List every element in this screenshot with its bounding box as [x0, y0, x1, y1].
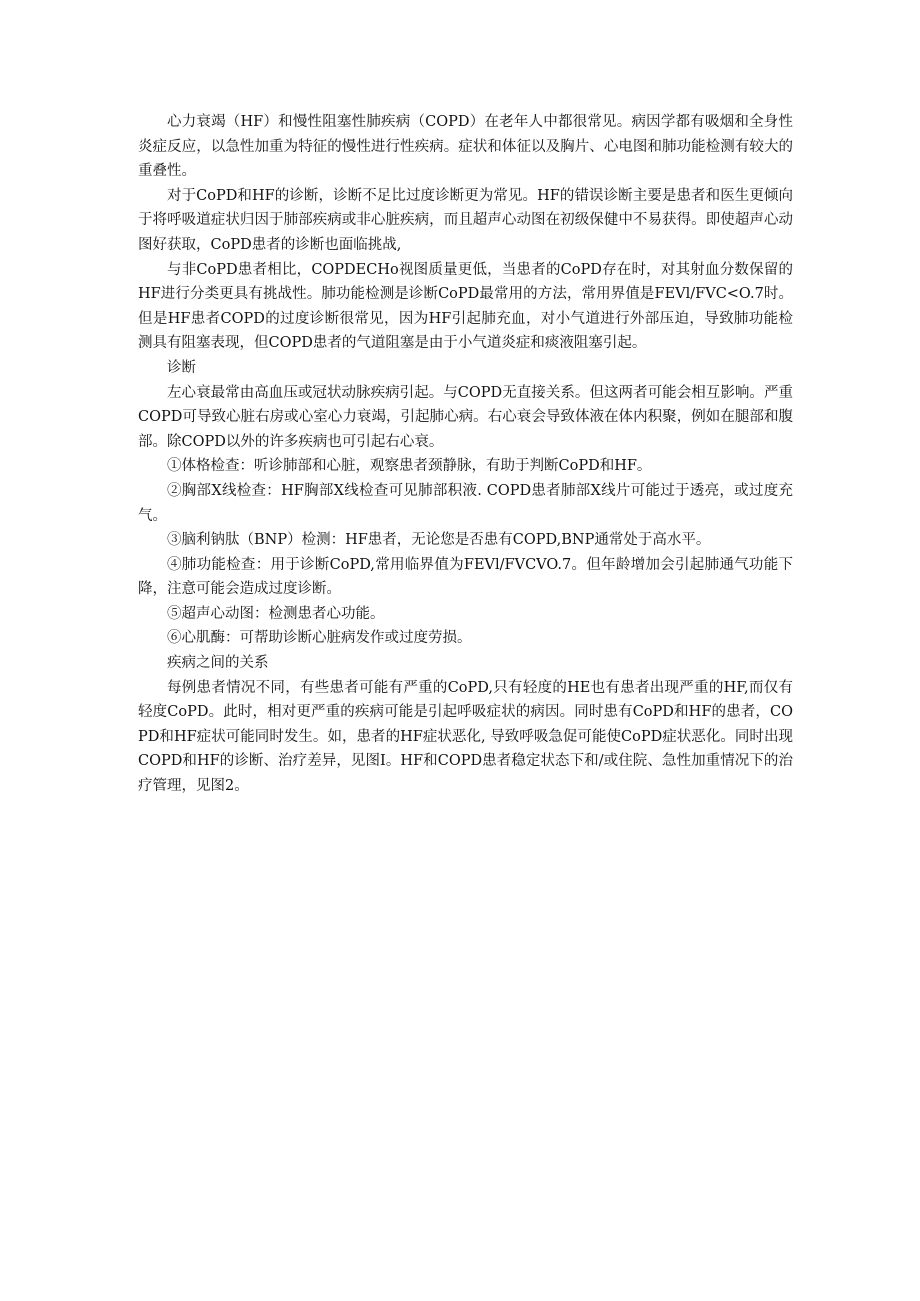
list-item-bnp: ③脑利钠肽（BNP）检测：HF患者，无论您是否患有COPD,BNP通常处于高水平。	[167, 532, 711, 549]
list-item-echocardiogram: ⑤超声心动图：检测患者心功能。	[167, 605, 385, 622]
heading-diagnosis: 诊断	[167, 359, 196, 376]
paragraph-heart-failure: 左心衰最常由高血压或冠状动脉疾病引起。与COPD无直接关系。但这两者可能会相互影响。严重COPD可导致心脏右房或心室心力衰竭，引起肺心病。右心衰会导致体液在体内积聚，例如在腿部和腹部。除COPD以外的许多疾病也可引起右心衰。	[138, 384, 793, 450]
paragraph-relationship: 每例患者情况不同，有些患者可能有严重的CoPD,只有轻度的HE也有患者出现严重的HF,而仅有轻度CoPD。此时，相对更严重的疾病可能是引起呼吸症状的病因。同时患有CoPD和HF的患者，COPD和HF症状可能同时发生。如，患者的HF症状恶化, 导致呼吸急促可能使CoPD症状恶化。同时出现COPD和HF的诊断、治疗差异，见图I。HF和COPD患者稳定状态下和/或住院、急性加重情况下的治疗管理，见图2。	[138, 679, 793, 795]
heading-disease-relationship: 疾病之间的关系	[167, 655, 269, 672]
list-item-physical-exam: ①体格检查：听诊肺部和心脏，观察患者颈静脉，有助于判断CoPD和HF。	[167, 458, 652, 475]
list-item-pulmonary-function: ④肺功能检查：用于诊断CoPD,常用临界值为FEVl/FVCVO.7。但年龄增加会引起肺通气功能下降，注意可能会造成过度诊断。	[138, 556, 793, 598]
paragraph-intro: 心力衰竭（HF）和慢性阻塞性肺疾病（COPD）在老年人中都很常见。病因学都有吸烟和全身性炎症反应，以急性加重为特征的慢性进行性疾病。症状和体征以及胸片、心电图和肺功能检测有较大的重叠性。	[138, 114, 793, 180]
paragraph-diagnosis-overview: 对于CoPD和HF的诊断，诊断不足比过度诊断更为常见。HF的错误诊断主要是患者和医生更倾向于将呼吸道症状归因于肺部疾病或非心脏疾病，而且超声心动图在初级保健中不易获得。即使超声心动图好获取，CoPD患者的诊断也面临挑战,	[138, 187, 793, 253]
list-item-cardiac-enzymes: ⑥心肌酶：可帮助诊断心脏病发作或过度劳损。	[167, 630, 472, 647]
list-item-chest-xray: ②胸部X线检查：HF胸部X线检查可见肺部积液. COPD患者肺部X线片可能过于透亮，或过度充气。	[138, 482, 793, 524]
paragraph-lung-function: 与非CoPD患者相比，COPDECHo视图质量更低，当患者的CoPD存在时，对其射血分数保留的HF进行分类更具有挑战性。肺功能检测是诊断CoPD最常用的方法，常用界值是FEVl/FVC<O.7时。但是HF患者COPD的过度诊断很常见，因为HF引起肺充血，对小气道进行外部压迫，导致肺功能检测具有阻塞表现，但COPD患者的气道阻塞是由于小气道炎症和痰液阻塞引起。	[138, 261, 793, 352]
document-body	[138, 110, 793, 799]
